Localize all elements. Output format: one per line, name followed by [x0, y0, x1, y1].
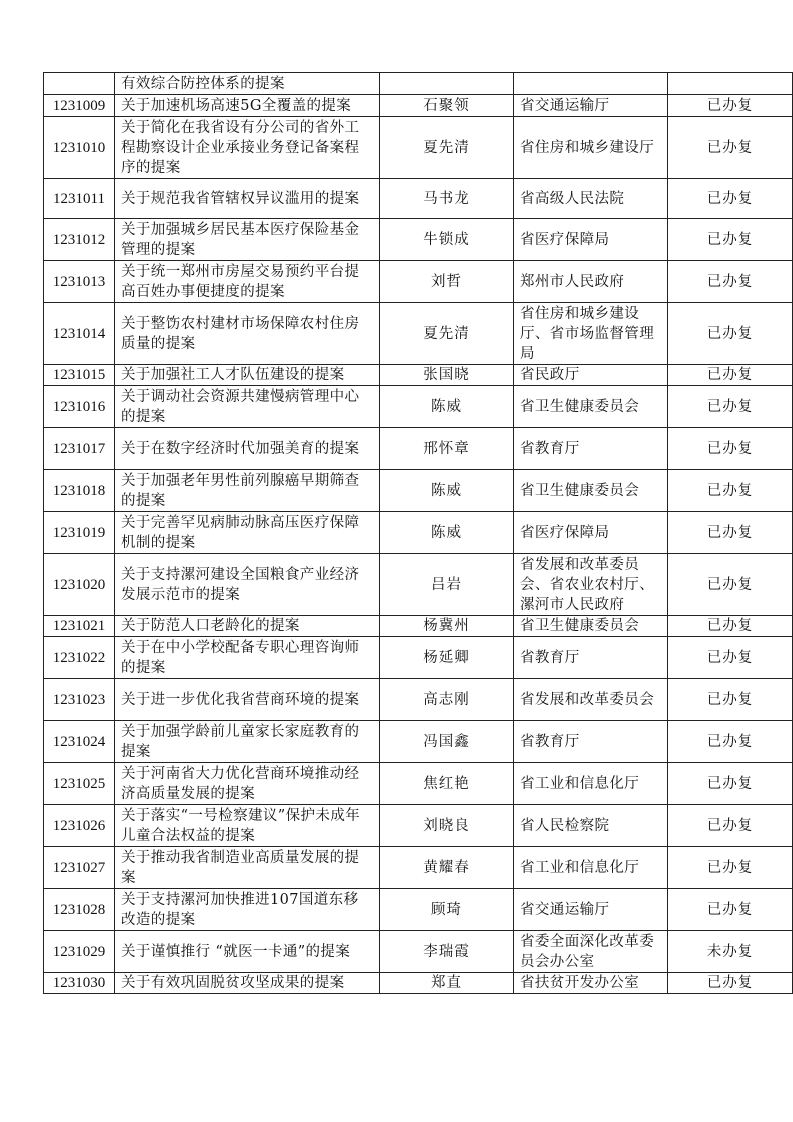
handling-department: 省教育厅: [514, 428, 668, 470]
handling-department: 省卫生健康委员会: [514, 470, 668, 512]
proposal-number: [44, 73, 115, 95]
reply-status: 已办复: [668, 303, 793, 365]
proposer-name: 石聚领: [380, 95, 514, 117]
handling-department: 省医疗保障局: [514, 512, 668, 554]
table-row: [44, 386, 793, 428]
proposer-name: 陈威: [380, 386, 514, 428]
handling-department: 省住房和城乡建设厅、省市场监督管理局: [514, 303, 668, 365]
handling-department: 郑州市人民政府: [514, 261, 668, 303]
proposal-number: 1231019: [44, 512, 115, 554]
reply-status: 已办复: [668, 470, 793, 512]
proposal-number: 1231012: [44, 219, 115, 261]
proposal-number: 1231024: [44, 721, 115, 763]
reply-status: 已办复: [668, 554, 793, 616]
proposal-title: 关于调动社会资源共建慢病管理中心的提案: [115, 386, 380, 428]
table-row: [44, 303, 793, 365]
reply-status: 已办复: [668, 679, 793, 721]
proposal-number: 1231027: [44, 847, 115, 889]
handling-department: 省交通运输厅: [514, 889, 668, 931]
proposal-table-body: [44, 73, 793, 994]
reply-status: 未办复: [668, 931, 793, 973]
proposal-number: 1231025: [44, 763, 115, 805]
proposal-title: 关于推动我省制造业高质量发展的提案: [115, 847, 380, 889]
handling-department: 省人民检察院: [514, 805, 668, 847]
proposer-name: 黄耀春: [380, 847, 514, 889]
proposer-name: 焦红艳: [380, 763, 514, 805]
table-row: [44, 637, 793, 679]
proposal-title: 关于进一步优化我省营商环境的提案: [115, 679, 380, 721]
reply-status: 已办复: [668, 117, 793, 179]
reply-status: 已办复: [668, 512, 793, 554]
table-row: [44, 721, 793, 763]
proposal-number: 1231029: [44, 931, 115, 973]
table-row: [44, 847, 793, 889]
table-row: [44, 616, 793, 637]
proposal-title: 关于加强社工人才队伍建设的提案: [115, 365, 380, 386]
proposal-number: 1231028: [44, 889, 115, 931]
proposal-title: 关于加强老年男性前列腺癌早期筛查的提案: [115, 470, 380, 512]
proposal-title: 关于完善罕见病肺动脉高压医疗保障机制的提案: [115, 512, 380, 554]
reply-status: 已办复: [668, 889, 793, 931]
proposer-name: 夏先清: [380, 117, 514, 179]
proposal-title: 关于防范人口老龄化的提案: [115, 616, 380, 637]
reply-status: 已办复: [668, 428, 793, 470]
proposer-name: 陈威: [380, 512, 514, 554]
table-row: [44, 512, 793, 554]
proposer-name: 马书龙: [380, 179, 514, 219]
table-row: [44, 219, 793, 261]
handling-department: [514, 73, 668, 95]
proposal-number: 1231023: [44, 679, 115, 721]
reply-status: 已办复: [668, 847, 793, 889]
proposal-number: 1231016: [44, 386, 115, 428]
table-row: [44, 889, 793, 931]
proposal-number: 1231030: [44, 973, 115, 994]
proposal-title: 关于加强学龄前儿童家长家庭教育的提案: [115, 721, 380, 763]
reply-status: 已办复: [668, 973, 793, 994]
proposer-name: 邢怀章: [380, 428, 514, 470]
handling-department: 省卫生健康委员会: [514, 386, 668, 428]
proposal-number: 1231014: [44, 303, 115, 365]
proposer-name: 杨冀州: [380, 616, 514, 637]
handling-department: 省卫生健康委员会: [514, 616, 668, 637]
table-row: [44, 261, 793, 303]
proposal-title: 关于在数字经济时代加强美育的提案: [115, 428, 380, 470]
reply-status: 已办复: [668, 721, 793, 763]
handling-department: 省住房和城乡建设厅: [514, 117, 668, 179]
proposal-number: 1231013: [44, 261, 115, 303]
table-row: [44, 428, 793, 470]
proposer-name: 牛锁成: [380, 219, 514, 261]
document-page: [43, 72, 793, 994]
table-row: [44, 365, 793, 386]
proposer-name: 杨延卿: [380, 637, 514, 679]
handling-department: 省工业和信息化厅: [514, 847, 668, 889]
reply-status: 已办复: [668, 219, 793, 261]
table-row: [44, 973, 793, 994]
proposer-name: 陈威: [380, 470, 514, 512]
proposal-title: 关于有效巩固脱贫攻坚成果的提案: [115, 973, 380, 994]
proposer-name: 吕岩: [380, 554, 514, 616]
proposal-title: 关于规范我省管辖权异议滥用的提案: [115, 179, 380, 219]
reply-status: 已办复: [668, 365, 793, 386]
proposer-name: 郑直: [380, 973, 514, 994]
proposal-number: 1231015: [44, 365, 115, 386]
reply-status: 已办复: [668, 763, 793, 805]
proposer-name: [380, 73, 514, 95]
proposal-title: 关于河南省大力优化营商环境推动经济高质量发展的提案: [115, 763, 380, 805]
proposal-number: 1231021: [44, 616, 115, 637]
handling-department: 省工业和信息化厅: [514, 763, 668, 805]
handling-department: 省民政厅: [514, 365, 668, 386]
proposer-name: 顾琦: [380, 889, 514, 931]
table-row: [44, 554, 793, 616]
table-row: [44, 179, 793, 219]
proposal-number: 1231017: [44, 428, 115, 470]
proposal-title: 关于支持漯河加快推进107国道东移改造的提案: [115, 889, 380, 931]
handling-department: 省发展和改革委员会、省农业农村厅、漯河市人民政府: [514, 554, 668, 616]
handling-department: 省医疗保障局: [514, 219, 668, 261]
reply-status: 已办复: [668, 261, 793, 303]
proposer-name: 冯国鑫: [380, 721, 514, 763]
proposer-name: 张国晓: [380, 365, 514, 386]
proposal-title: 关于整饬农村建材市场保障农村住房质量的提案: [115, 303, 380, 365]
proposal-table: [43, 72, 793, 994]
table-row: [44, 679, 793, 721]
handling-department: 省高级人民法院: [514, 179, 668, 219]
table-row: [44, 805, 793, 847]
reply-status: 已办复: [668, 386, 793, 428]
proposer-name: 夏先清: [380, 303, 514, 365]
handling-department: 省委全面深化改革委员会办公室: [514, 931, 668, 973]
proposal-title: 关于支持漯河建设全国粮食产业经济发展示范市的提案: [115, 554, 380, 616]
proposal-number: 1231011: [44, 179, 115, 219]
proposal-title: 关于统一郑州市房屋交易预约平台提高百姓办事便捷度的提案: [115, 261, 380, 303]
handling-department: 省发展和改革委员会: [514, 679, 668, 721]
reply-status: 已办复: [668, 637, 793, 679]
proposal-number: 1231022: [44, 637, 115, 679]
proposer-name: 李瑞霞: [380, 931, 514, 973]
reply-status: 已办复: [668, 95, 793, 117]
table-row: [44, 73, 793, 95]
proposal-title: 有效综合防控体系的提案: [115, 73, 380, 95]
proposal-title: 关于加速机场高速5G全覆盖的提案: [115, 95, 380, 117]
handling-department: 省教育厅: [514, 637, 668, 679]
table-row: [44, 470, 793, 512]
reply-status: 已办复: [668, 805, 793, 847]
proposal-title: 关于简化在我省设有分公司的省外工程勘察设计企业承接业务登记备案程序的提案: [115, 117, 380, 179]
table-row: [44, 763, 793, 805]
proposer-name: 刘晓良: [380, 805, 514, 847]
proposal-number: 1231010: [44, 117, 115, 179]
proposal-number: 1231020: [44, 554, 115, 616]
proposal-title: 关于落实“一号检察建议”保护未成年儿童合法权益的提案: [115, 805, 380, 847]
proposer-name: 刘哲: [380, 261, 514, 303]
proposer-name: 高志刚: [380, 679, 514, 721]
reply-status: [668, 73, 793, 95]
proposal-number: 1231018: [44, 470, 115, 512]
table-row: [44, 117, 793, 179]
handling-department: 省扶贫开发办公室: [514, 973, 668, 994]
handling-department: 省交通运输厅: [514, 95, 668, 117]
reply-status: 已办复: [668, 616, 793, 637]
proposal-number: 1231009: [44, 95, 115, 117]
table-row: [44, 931, 793, 973]
proposal-title: 关于加强城乡居民基本医疗保险基金管理的提案: [115, 219, 380, 261]
handling-department: 省教育厅: [514, 721, 668, 763]
proposal-title: 关于在中小学校配备专职心理咨询师的提案: [115, 637, 380, 679]
reply-status: 已办复: [668, 179, 793, 219]
proposal-title: 关于谨慎推行 “就医一卡通”的提案: [115, 931, 380, 973]
proposal-number: 1231026: [44, 805, 115, 847]
table-row: [44, 95, 793, 117]
